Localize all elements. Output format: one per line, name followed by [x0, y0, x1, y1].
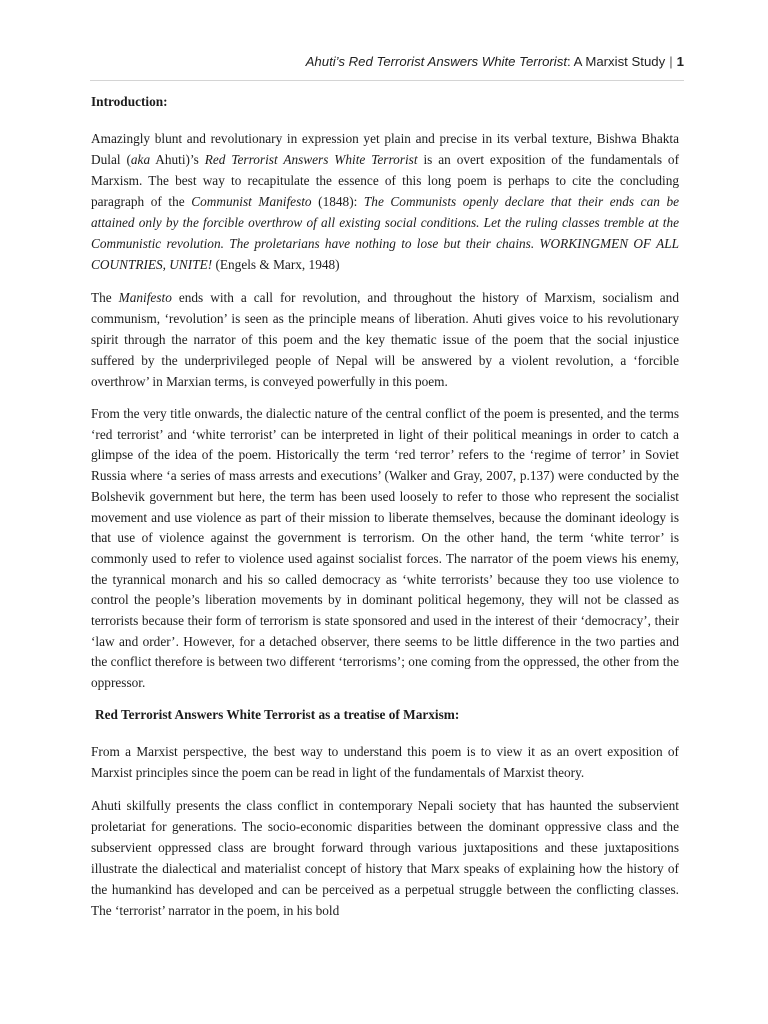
citation: (Engels & Marx, 1948) — [212, 257, 340, 272]
text-run: is an overt exposition of the fundamentals of Marxism. The best way to recapitulate the essence of this long poem is perhaps to cite the concluding paragraph of the — [91, 152, 680, 209]
text-run: Ahuti)’s — [150, 152, 205, 167]
page-header — [90, 54, 684, 81]
treatise-paragraph-2: Ahuti skilfully presents the class conflict in contemporary Nepali society that has haunted the subservient proletariat for generations. The socio-economic disparities between the dominant oppressive class and the subservient oppressed class are brought forward through various juxtapositions and these juxtapositions illustrate the dialectical and materialist concept of history that Marx speaks of explaining how the history of the humankind has developed and can be perceived as a perpetual struggle between the conflicting classes. The ‘terrorist’ narrator in the poem, in his bold — [91, 797, 679, 918]
header-subtitle: : A Marxist Study — [567, 54, 666, 69]
introduction-paragraph-2 — [91, 287, 679, 392]
poem-title: Red Terrorist Answers White Terrorist — [204, 152, 418, 167]
treatise-paragraph-1: From a Marxist perspective, the best way to understand this poem is to view it as an overt exposition of Marxist principles since the poem can be read in light of the fundamentals of Marxist theory. — [91, 743, 679, 780]
treatise-heading: Red Terrorist Answers White Terrorist as a treatise of Marxism: — [95, 706, 460, 722]
text-run: ends with a call for revolution, and throughout the history of Marxism, socialism and communism, ‘revolution’ is seen as the principle means of liberation. Ahuti gives voice to his revolutionary spirit through the narrator of this poem and the key thematic issue of the poem that the social injustice suffered by the underprivileged people of Nepal will be answered by a violent revolution, a ‘forcible overthrow’ in Marxian terms, is conveyed powerfully in this poem. — [91, 290, 679, 389]
manifesto-title: Communist Manifesto — [191, 194, 312, 209]
manifesto-quote: The Communists openly declare that their ends can be attained only by the forcible overthrow of all existing social conditions. Let the ruling classes tremble at the Communistic revolution. The proletarians have nothing to lose but their chains. WORKINGMEN OF ALL COUNTRIES, UNITE! — [91, 194, 680, 272]
header-title: Ahuti’s Red Terrorist Answers White Terrorist — [305, 54, 567, 69]
text-run-italic: aka — [130, 152, 151, 167]
text-run: The — [91, 290, 119, 305]
header-separator: | — [669, 54, 673, 69]
page-number: 1 — [676, 54, 684, 69]
text-run: Amazingly blunt and revolutionary in expression yet plain and precise in its verbal texture, Bishwa Bhakta Dulal ( — [91, 131, 679, 167]
introduction-heading: Introduction: — [91, 94, 168, 109]
introduction-paragraph-1 — [91, 128, 679, 275]
text-run: (1848): — [311, 194, 364, 209]
introduction-paragraph-3: From the very title onwards, the dialectic nature of the central conflict of the poem is presented, and the terms ‘red terrorist’ and ‘white terrorist’ can be interpreted in light of their political meanings in order to catch a glimpse of the idea of the poem. Historically the term ‘red terror’ refers to the ‘regime of terror’ in Soviet Russia where ‘a series of mass arrests and executions’ (Walker and Gray, 2007, p.137) were conducted by the Bolshevik government but here, the term has been used loosely to refer to those who represent the socialist movement and use violence as part of their mission to liberate themselves, because the dominant ideology is that use of violence against the government is terrorism. On the other hand, the term ‘white terror’ is commonly used to refer to violence used against socialist forces. The narrator of the poem views his enemy, the tyrannical monarch and his so called democracy as ‘white terrorists’ because they too use violence to control the people’s liberation movements by in dominant political hegemony, they will not be classed as terrorists because their form of terrorism is state sponsored and used in the interest of their ‘democracy’, their ‘law and order’. However, for a detached observer, there seems to be little difference in the two parties and the conflict therefore is between two different ‘terrorisms’; one coming from the oppressed, the other from the oppressor. — [91, 406, 679, 691]
manifesto-title: Manifesto — [118, 290, 172, 305]
document-body — [91, 93, 679, 933]
